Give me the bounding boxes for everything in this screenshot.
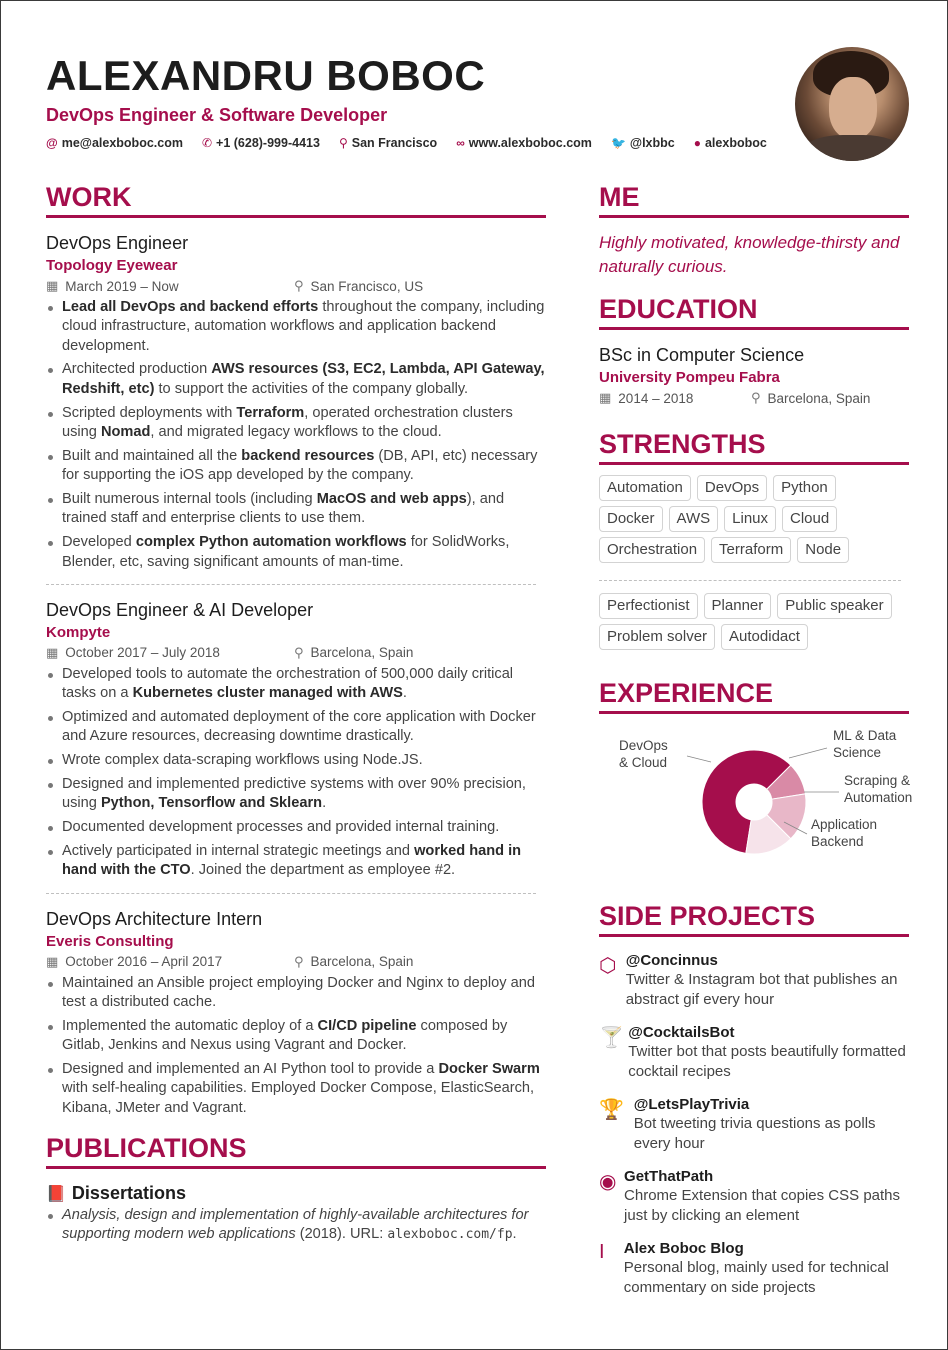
- hexagon-icon: ⬡: [599, 955, 617, 977]
- pie-label: ML & Data: [833, 728, 897, 743]
- map-marker-icon: ⚲: [294, 953, 304, 969]
- side-projects-list: [599, 951, 909, 1297]
- left-column: [46, 181, 546, 1249]
- i-cursor-icon: I: [599, 1241, 605, 1263]
- contact-phone[interactable]: ✆ +1 (628)-999-4413: [201, 136, 320, 150]
- job-meta: [46, 645, 546, 661]
- job-dates: October 2017 – July 2018: [65, 645, 220, 661]
- publication-url[interactable]: alexboboc.com/fp: [387, 1227, 513, 1243]
- cocktail-icon: 🍸: [599, 1027, 624, 1049]
- education-location: Barcelona, Spain: [767, 390, 871, 406]
- soft-skill-tag: Perfectionist: [599, 593, 698, 619]
- education-dates: 2014 – 2018: [618, 390, 694, 406]
- soft-strengths: [599, 593, 909, 655]
- side-project-name[interactable]: @LetsPlayTrivia: [633, 1096, 750, 1113]
- side-project-item: [599, 1239, 909, 1297]
- job-bullets: [46, 665, 546, 881]
- side-project-item: [599, 1095, 909, 1153]
- strength-tag: DevOps: [697, 475, 767, 501]
- github-icon: ●: [693, 136, 701, 150]
- strength-tag: Automation: [599, 475, 691, 501]
- soft-skill-tag: Planner: [704, 593, 772, 619]
- candidate-name: ALEXANDRU BOBOC: [46, 52, 486, 99]
- job-dates: October 2016 – April 2017: [65, 954, 223, 970]
- pie-label: DevOps: [619, 738, 668, 753]
- map-marker-icon: ⚲: [294, 278, 304, 293]
- job-bullet: Developed complex Python automation workflows for SolidWorks, Blender, etc, saving significant amounts of man-time.: [46, 533, 546, 572]
- pie-label-leader: [789, 748, 827, 758]
- job-bullet: Designed and implemented an AI Python tool to provide a Docker Swarm with self-healing capabilities. Employed Docker Compose, ElasticSearch, Kibana, JMeter and Vagrant.: [46, 1060, 546, 1118]
- map-marker-icon: ⚲: [751, 390, 761, 405]
- work-list: [46, 232, 546, 1118]
- job-bullet: Wrote complex data-scraping workflows using Node.JS.: [46, 751, 546, 770]
- company-name: Topology Eyewear: [46, 257, 178, 274]
- experience-chart: [599, 722, 919, 882]
- strength-tag: Cloud: [782, 506, 837, 532]
- strength-tag: AWS: [669, 506, 719, 532]
- side-project-name[interactable]: @CocktailsBot: [628, 1024, 735, 1041]
- contact-website[interactable]: ∞ www.alexboboc.com: [456, 136, 592, 150]
- twitter-icon: 🐦: [610, 136, 626, 150]
- side-project-description: Twitter & Instagram bot that publishes an abstract gif every hour: [625, 971, 898, 1008]
- publication-list: [46, 1206, 546, 1245]
- job-divider: [46, 584, 536, 585]
- right-column: [599, 181, 913, 1297]
- job-bullet: Documented development processes and provided internal training.: [46, 818, 546, 837]
- me-section-title: ME: [599, 181, 909, 218]
- job-bullet: Actively participated in internal strategic meetings and worked hand in hand with the CTO. Joined the department as employee #2.: [46, 842, 546, 881]
- pie-label: Backend: [811, 834, 864, 849]
- calendar-icon: ▦: [46, 953, 59, 969]
- job-bullet: Developed tools to automate the orchestration of 500,000 daily critical tasks on a Kubernetes cluster managed with AWS.: [46, 665, 546, 704]
- side-project-name[interactable]: Alex Boboc Blog: [623, 1240, 744, 1257]
- company-name: Kompyte: [46, 623, 111, 641]
- pie-label-leader: [687, 756, 711, 762]
- job-bullets: [46, 974, 546, 1118]
- contact-twitter[interactable]: 🐦 @lxbbc: [610, 136, 675, 150]
- contact-bar: [46, 136, 786, 150]
- job-bullet: Scripted deployments with Terraform, operated orchestration clusters using Nomad, and migrated legacy workflows to the cloud.: [46, 404, 546, 443]
- resume-header: [46, 53, 786, 150]
- publication-item: Analysis, design and implementation of highly-available architectures for supporting modern web applications (2018). URL: alexboboc.com/fp.: [46, 1206, 546, 1245]
- degree-title: BSc in Computer Science: [599, 345, 805, 365]
- side-project-name[interactable]: GetThatPath: [624, 1168, 714, 1185]
- pie-label: Science: [833, 745, 882, 760]
- strength-tag: Node: [797, 537, 849, 563]
- contact-email[interactable]: @ me@alexboboc.com: [46, 136, 183, 150]
- company-name: Everis Consulting: [46, 932, 174, 950]
- experience-donut-chart: [599, 722, 919, 882]
- publication-category: 📕 Dissertations: [46, 1183, 186, 1204]
- at-icon: @: [46, 136, 58, 150]
- side-project-body: [628, 1023, 909, 1081]
- side-project-body: [626, 951, 909, 1009]
- side-project-description: Personal blog, mainly used for technical commentary on side projects: [623, 1259, 889, 1296]
- strength-tag: Docker: [599, 506, 663, 532]
- job-entry: [46, 599, 546, 881]
- job-title: DevOps Architecture Intern: [46, 908, 263, 929]
- side-project-item: [599, 1023, 909, 1081]
- pie-label: Automation: [844, 790, 913, 805]
- education-entry: [599, 344, 909, 406]
- job-bullet: Architected production AWS resources (S3, EC2, Lambda, API Gateway, Redshift, etc) to support the activities of the company globally.: [46, 360, 546, 399]
- job-bullet: Built numerous internal tools (including MacOS and web apps), and trained staff and enterprise clients to use them.: [46, 490, 546, 529]
- contact-github[interactable]: ● alexboboc: [693, 136, 767, 150]
- job-meta: [46, 278, 546, 294]
- strengths-divider: [599, 580, 901, 581]
- map-marker-icon: ⚲: [338, 136, 348, 150]
- job-dates: March 2019 – Now: [65, 278, 179, 294]
- chrome-icon: ◉: [599, 1171, 617, 1193]
- job-bullet: Lead all DevOps and backend efforts throughout the company, including cloud infrastructure, automation workflows and application backend development.: [46, 298, 546, 356]
- job-title: DevOps Engineer: [46, 233, 189, 253]
- strength-tag: Terraform: [711, 537, 791, 563]
- soft-skill-tag: Autodidact: [721, 624, 808, 650]
- job-location: Barcelona, Spain: [310, 645, 414, 661]
- avatar-photo: [795, 47, 909, 161]
- contact-location: ⚲ San Francisco: [338, 136, 438, 150]
- soft-skill-tag: Problem solver: [599, 624, 715, 650]
- job-bullet: Implemented the automatic deploy of a CI/CD pipeline composed by Gitlab, Jenkins and Nexus using Vagrant and Docker.: [46, 1017, 546, 1056]
- calendar-icon: ▦: [599, 390, 612, 405]
- side-project-description: Chrome Extension that copies CSS paths just by clicking an element: [624, 1187, 901, 1224]
- soft-skill-tag: Public speaker: [777, 593, 891, 619]
- pie-label: Scraping &: [844, 773, 911, 788]
- side-project-body: [634, 1095, 909, 1153]
- side-project-description: Twitter bot that posts beautifully formatted cocktail recipes: [628, 1043, 906, 1080]
- side-projects-section-title: SIDE PROJECTS: [599, 900, 909, 937]
- job-bullet: Built and maintained all the backend resources (DB, API, etc) necessary for supporting the iOS app developed by the company.: [46, 447, 546, 486]
- education-section-title: EDUCATION: [599, 293, 909, 330]
- strength-tag: Linux: [724, 506, 776, 532]
- link-icon: ∞: [456, 136, 465, 150]
- school-name: University Pompeu Fabra: [599, 369, 780, 386]
- pie-label: & Cloud: [619, 755, 668, 770]
- personal-motto: Highly motivated, knowledge-thirsty and naturally curious.: [599, 233, 900, 276]
- side-project-body: [624, 1239, 909, 1297]
- candidate-tagline: DevOps Engineer & Software Developer: [46, 105, 388, 125]
- job-bullets: [46, 298, 546, 572]
- trophy-icon: 🏆: [599, 1099, 624, 1121]
- job-entry: [46, 232, 546, 572]
- work-section-title: WORK: [46, 181, 546, 218]
- map-marker-icon: ⚲: [294, 644, 304, 660]
- job-location: San Francisco, US: [310, 278, 424, 294]
- strength-tag: Python: [773, 475, 836, 501]
- experience-section-title: EXPERIENCE: [599, 677, 909, 714]
- calendar-icon: ▦: [46, 644, 59, 660]
- job-bullet: Optimized and automated deployment of the core application with Docker and Azure resources, decreasing downtime drastically.: [46, 708, 546, 747]
- job-bullet: Designed and implemented predictive systems with over 90% precision, using Python, Tensorflow and Sklearn.: [46, 775, 546, 814]
- technical-strengths: [599, 475, 909, 568]
- strengths-section-title: STRENGTHS: [599, 428, 909, 465]
- side-project-body: [624, 1167, 909, 1225]
- side-project-description: Bot tweeting trivia questions as polls every hour: [633, 1115, 876, 1152]
- job-location: Barcelona, Spain: [310, 954, 414, 970]
- phone-icon: ✆: [201, 136, 213, 150]
- side-project-item: [599, 951, 909, 1009]
- calendar-icon: ▦: [46, 278, 59, 293]
- publications-section-title: PUBLICATIONS: [46, 1132, 546, 1169]
- side-project-name[interactable]: @Concinnus: [625, 952, 718, 969]
- side-project-item: [599, 1167, 909, 1225]
- job-meta: [46, 954, 546, 970]
- job-bullet: Maintained an Ansible project employing Docker and Nginx to deploy and test a distributed cache.: [46, 974, 546, 1013]
- strength-tag: Orchestration: [599, 537, 705, 563]
- pie-label: Application: [811, 817, 878, 832]
- job-entry: [46, 908, 546, 1118]
- job-title: DevOps Engineer & AI Developer: [46, 599, 314, 620]
- book-icon: 📕: [46, 1185, 66, 1203]
- job-divider: [46, 893, 536, 894]
